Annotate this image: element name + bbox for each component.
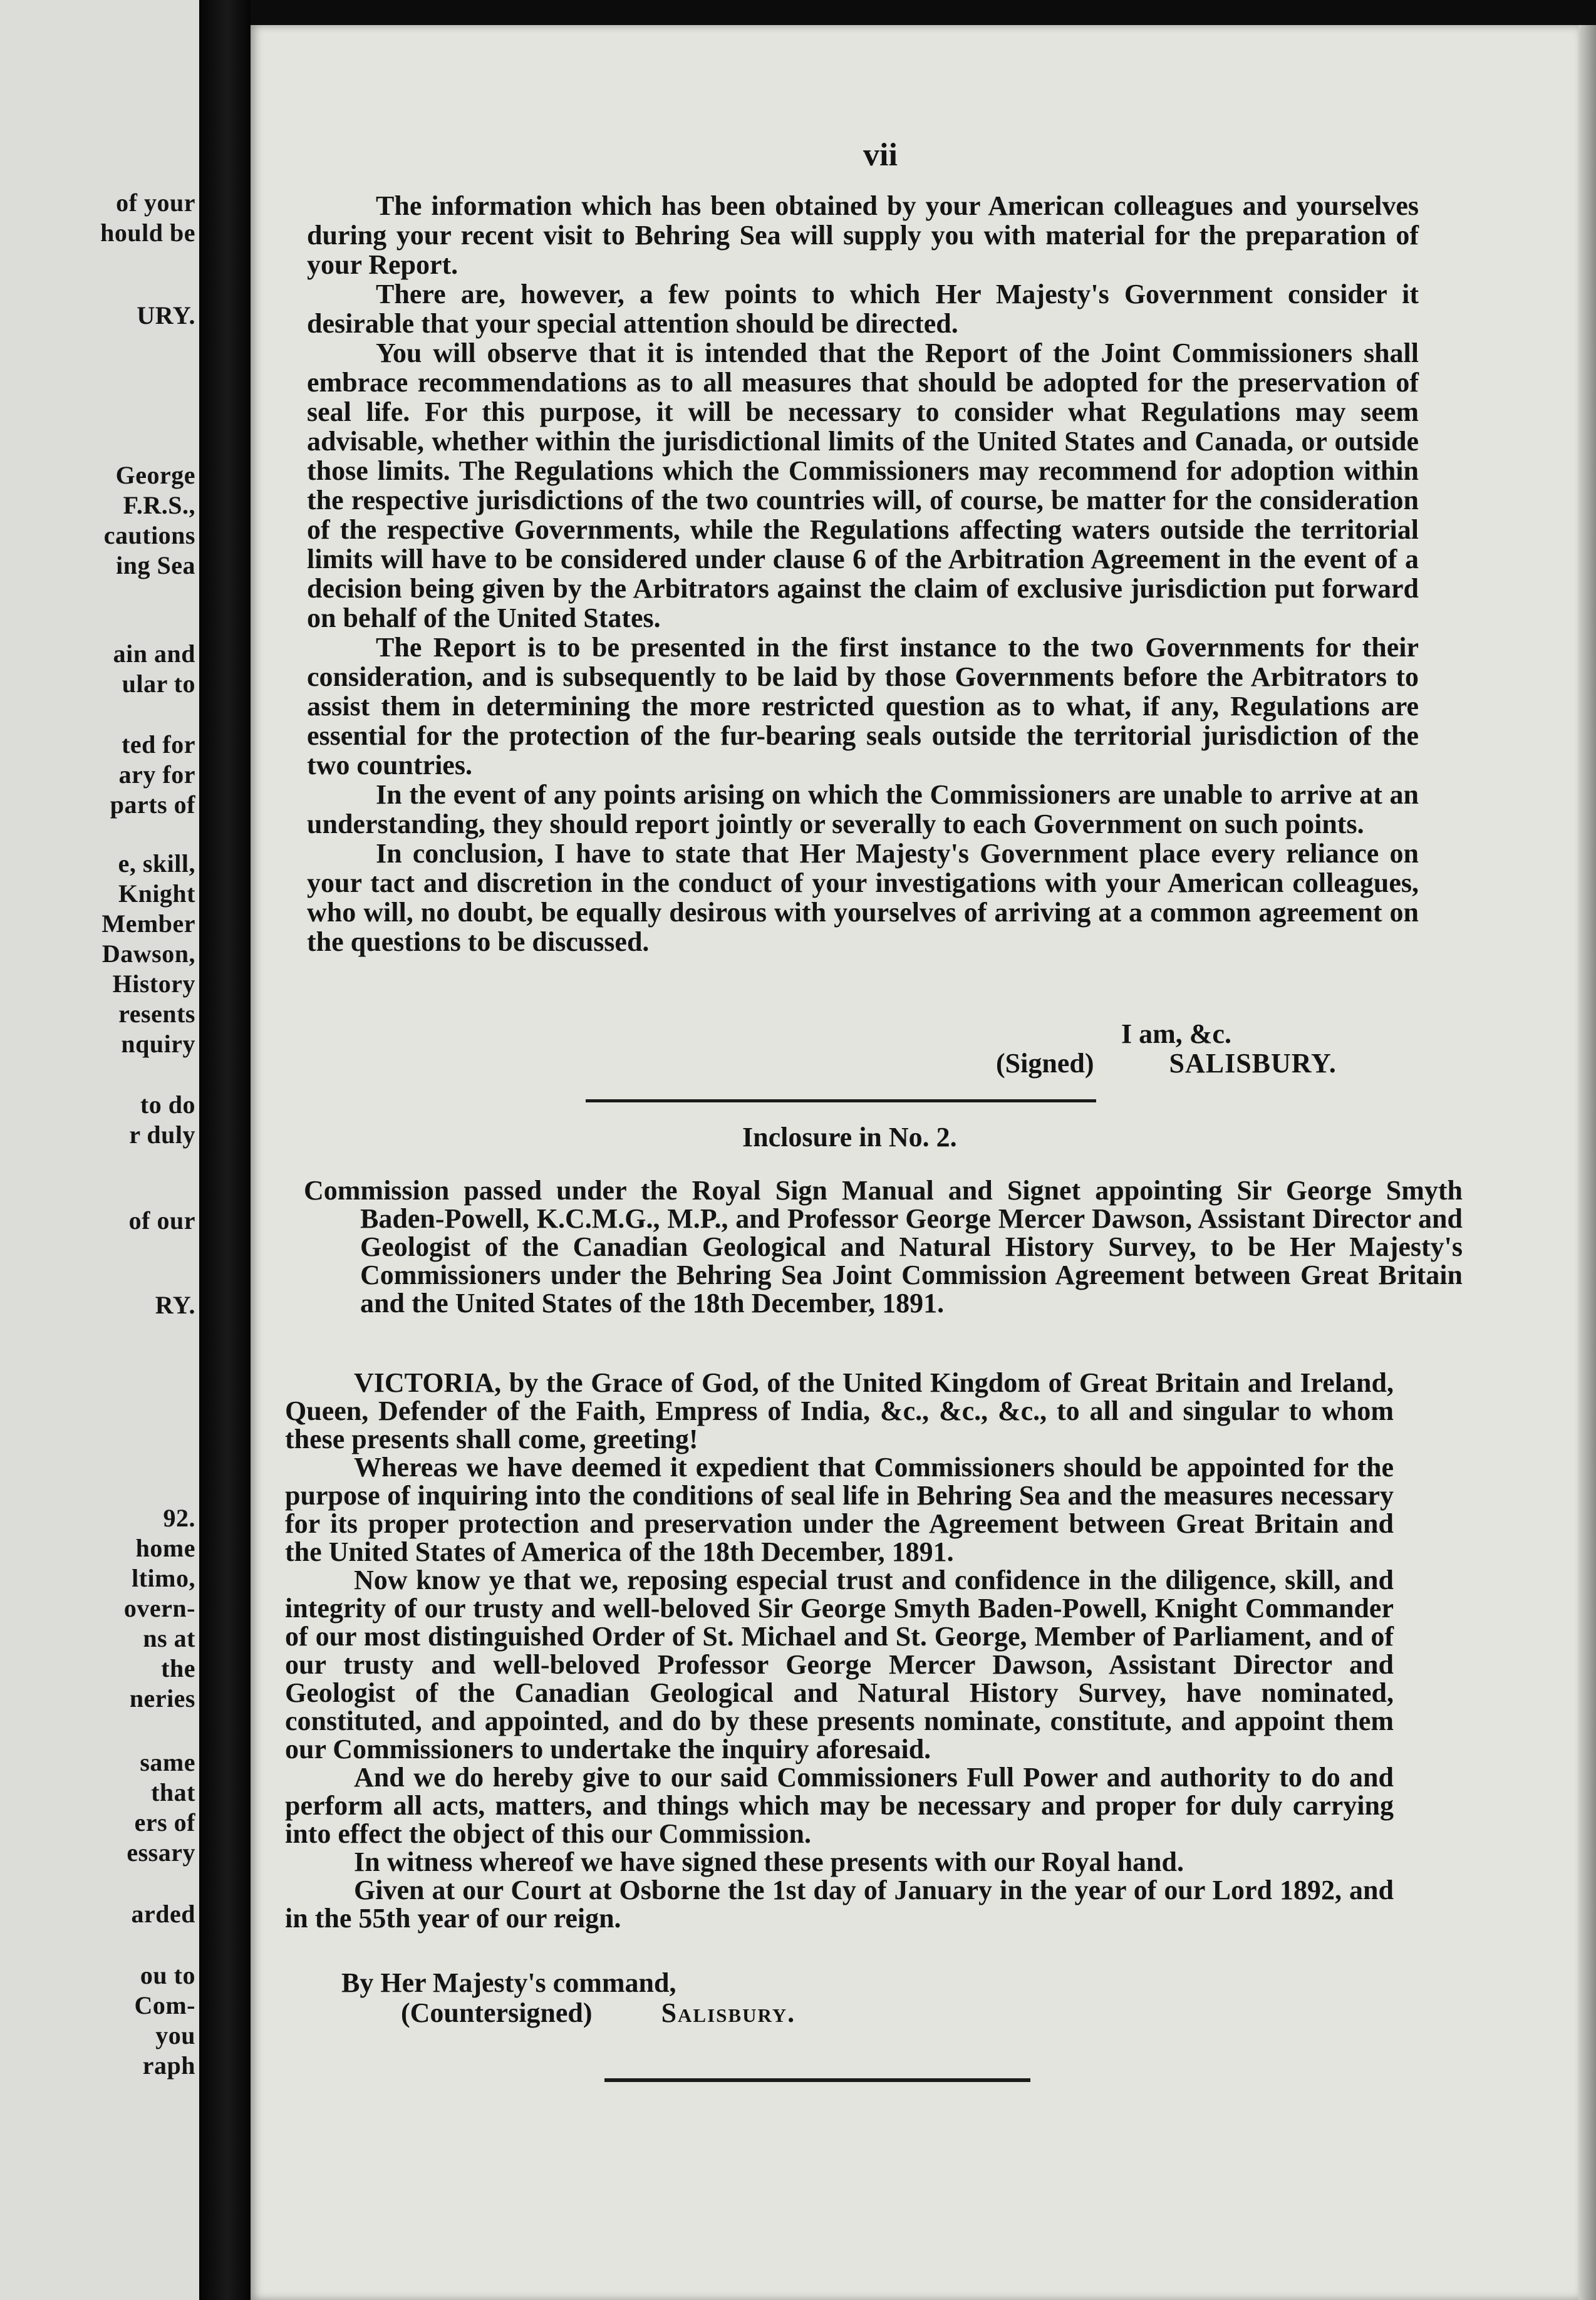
left-page-line: ular to [122,670,195,698]
left-page-line: George [115,461,195,489]
left-page-line: ary for [118,760,195,789]
left-page-line: of our [128,1206,195,1235]
left-page-line: e, skill, [118,849,195,878]
left-page-line: cautions [103,521,195,549]
previous-page-fragment [0,0,199,2300]
left-page-line: overn- [123,1594,195,1622]
section-divider [586,1099,1096,1102]
proclamation-paragraph: Given at our Court at Osborne the 1st day of January in the year of our Lord 1892, and in the 55th year of our reign. [285,1875,1394,1934]
left-page-line: ain and [113,640,195,668]
proclamation-paragraph: Now know ye that we, reposing especial trust and confidence in the diligence, skill, and integrity of our trusty and well-beloved Sir George Smyth Baden-Powell, Knight Commander of our most distinguished Order of St. Michael and St. George, Member of Parliament, and of our trusty and well-beloved Professor George Mercer Dawson, Assistant Director and Geologist of the Canadian Geological and Natural History Survey, have nominated, constituted, and appointed, and do by these presents nominate, constitute, and appoint them our Commissioners to undertake the inquiry aforesaid. [285,1565,1394,1764]
left-page-line: resents [118,1000,195,1028]
left-page-line: of your [116,189,195,217]
signatory-name: SALISBURY. [1169,1048,1337,1079]
left-page-line: RY. [155,1291,195,1319]
countersignature [401,1997,795,2029]
letter-body [307,191,1419,956]
left-page-line: nquiry [121,1030,195,1058]
left-page-line: Dawson, [101,940,195,968]
page-number: vii [863,137,898,173]
left-page-line: hould be [100,219,195,247]
signed-label: (Signed) [996,1048,1094,1079]
left-page-line: neries [129,1684,195,1712]
left-page-line: F.R.S., [123,491,195,519]
closing-formula: I am, &c. [1121,1018,1231,1049]
left-page-line: Knight [118,879,195,908]
left-page-line: History [112,970,195,998]
proclamation-paragraph: In witness whereof we have signed these presents with our Royal hand. [354,1847,1184,1877]
left-page-line: ns at [143,1624,195,1652]
left-page-line: Member [101,909,195,938]
end-divider [604,2078,1030,2082]
countersigned-label: (Countersigned) [401,1997,593,2028]
left-page-line: that [151,1778,195,1806]
inclosure-heading: Inclosure in No. 2. [742,1122,957,1153]
left-page-line: arded [131,1900,195,1928]
left-page-line: r duly [129,1121,195,1149]
book-gutter [199,0,251,2300]
page-edge [1578,25,1596,2300]
left-page-line: 92. [163,1504,195,1532]
left-page-line: essary [127,1838,195,1867]
proclamation-body [285,1369,1394,1932]
left-page-line: ers of [134,1808,195,1836]
left-page-line: to do [140,1090,195,1119]
left-page-line: same [140,1748,195,1776]
left-page-line: raph [142,2051,195,2080]
proclamation-paragraph: VICTORIA, by the Grace of God, of the United Kingdom of Great Britain and Ireland, Queen, Defender of the Faith, Empress of India, &c., &c., &c., to all and singular to whom these presents shall come, greeting! [285,1367,1394,1454]
letter-paragraph: In the event of any points arising on which the Commissioners are unable to arrive at an understanding, they should report jointly or severally to each Government on such points. [307,779,1419,839]
left-page-line: ltimo, [132,1564,195,1592]
left-page-line: home [135,1534,195,1562]
letter-paragraph: In conclusion, I have to state that Her Majesty's Government place every reliance on your tact and discretion in the conduct of your investigations with your American colleagues, who will, no doubt, be equally desirous with yourselves of arriving at a common agreement on the questions to be discussed. [307,838,1419,957]
letter-paragraph: The Report is to be presented in the first instance to the two Governments for their consideration, and is subsequently to be laid by those Governments before the Arbitrators to assist them in determining the more restricted question as to what, if any, Regulations are essential for the protection of the fur-bearing seals outside the territorial jurisdiction of the two countries. [307,632,1419,780]
letter-paragraph: The information which has been obtained by your American colleagues and yourselves during your recent visit to Behring Sea will supply you with material for the preparation of your Report. [307,190,1419,280]
by-command-line: By Her Majesty's command, [341,1967,676,1998]
left-page-line: URY. [137,301,195,329]
letter-paragraph: There are, however, a few points to which Her Majesty's Government consider it desirable that your special attention should be directed. [307,279,1419,339]
left-page-line: the [161,1654,195,1682]
commission-title: Commission passed under the Royal Sign Manual and Signet appointing Sir George Smyth Baden-Powell, K.C.M.G., M.P., and Professor George Mercer Dawson, Assistant Director and Geologist of the Canadian Geological and Natural History Survey, to be Her Majesty's Commissioners under the Behring Sea Joint Commission Agreement between Great Britain and the United States of the 18th December, 1891. [304,1175,1463,1318]
left-page-line: parts of [110,790,195,819]
signature-block [996,1047,1337,1079]
left-page-line: ou to [140,1961,195,1989]
left-page-line: ing Sea [116,551,195,579]
left-page-line: you [155,2021,195,2049]
proclamation-paragraph: And we do hereby give to our said Commissioners Full Power and authority to do and perform all acts, matters, and things which may be necessary and proper for duly carrying into effect the object of this our Commission. [285,1762,1394,1849]
left-page-line: ted for [122,730,195,759]
countersignatory-name: Salisbury. [661,1997,796,2028]
left-page-line: Com- [134,1991,195,2019]
letter-paragraph: You will observe that it is intended that the Report of the Joint Commissioners shall embrace recommendations as to all measures that should be adopted for the preservation of seal life. For this purpose, it will be necessary to consider what Regulations may seem advisable, whether within the jurisdictional limits of the United States and Canada, or outside those limits. The Regulations which the Commissioners may recommend for adoption within the respective jurisdictions of the two countries will, of course, be matter for the consideration of the respective Governments, while the Regulations affecting waters outside the territorial limits will have to be considered under clause 6 of the Arbitration Agreement in the event of a decision being given by the Arbitrators against the claim of exclusive jurisdiction put forward on behalf of the United States. [307,338,1419,633]
proclamation-paragraph: Whereas we have deemed it expedient that Commissioners should be appointed for the purpose of inquiring into the conditions of seal life in Behring Sea and the measures necessary for its proper protection and preservation under the Agreement between Great Britain and the United States of America of the 18th December, 1891. [285,1452,1394,1567]
